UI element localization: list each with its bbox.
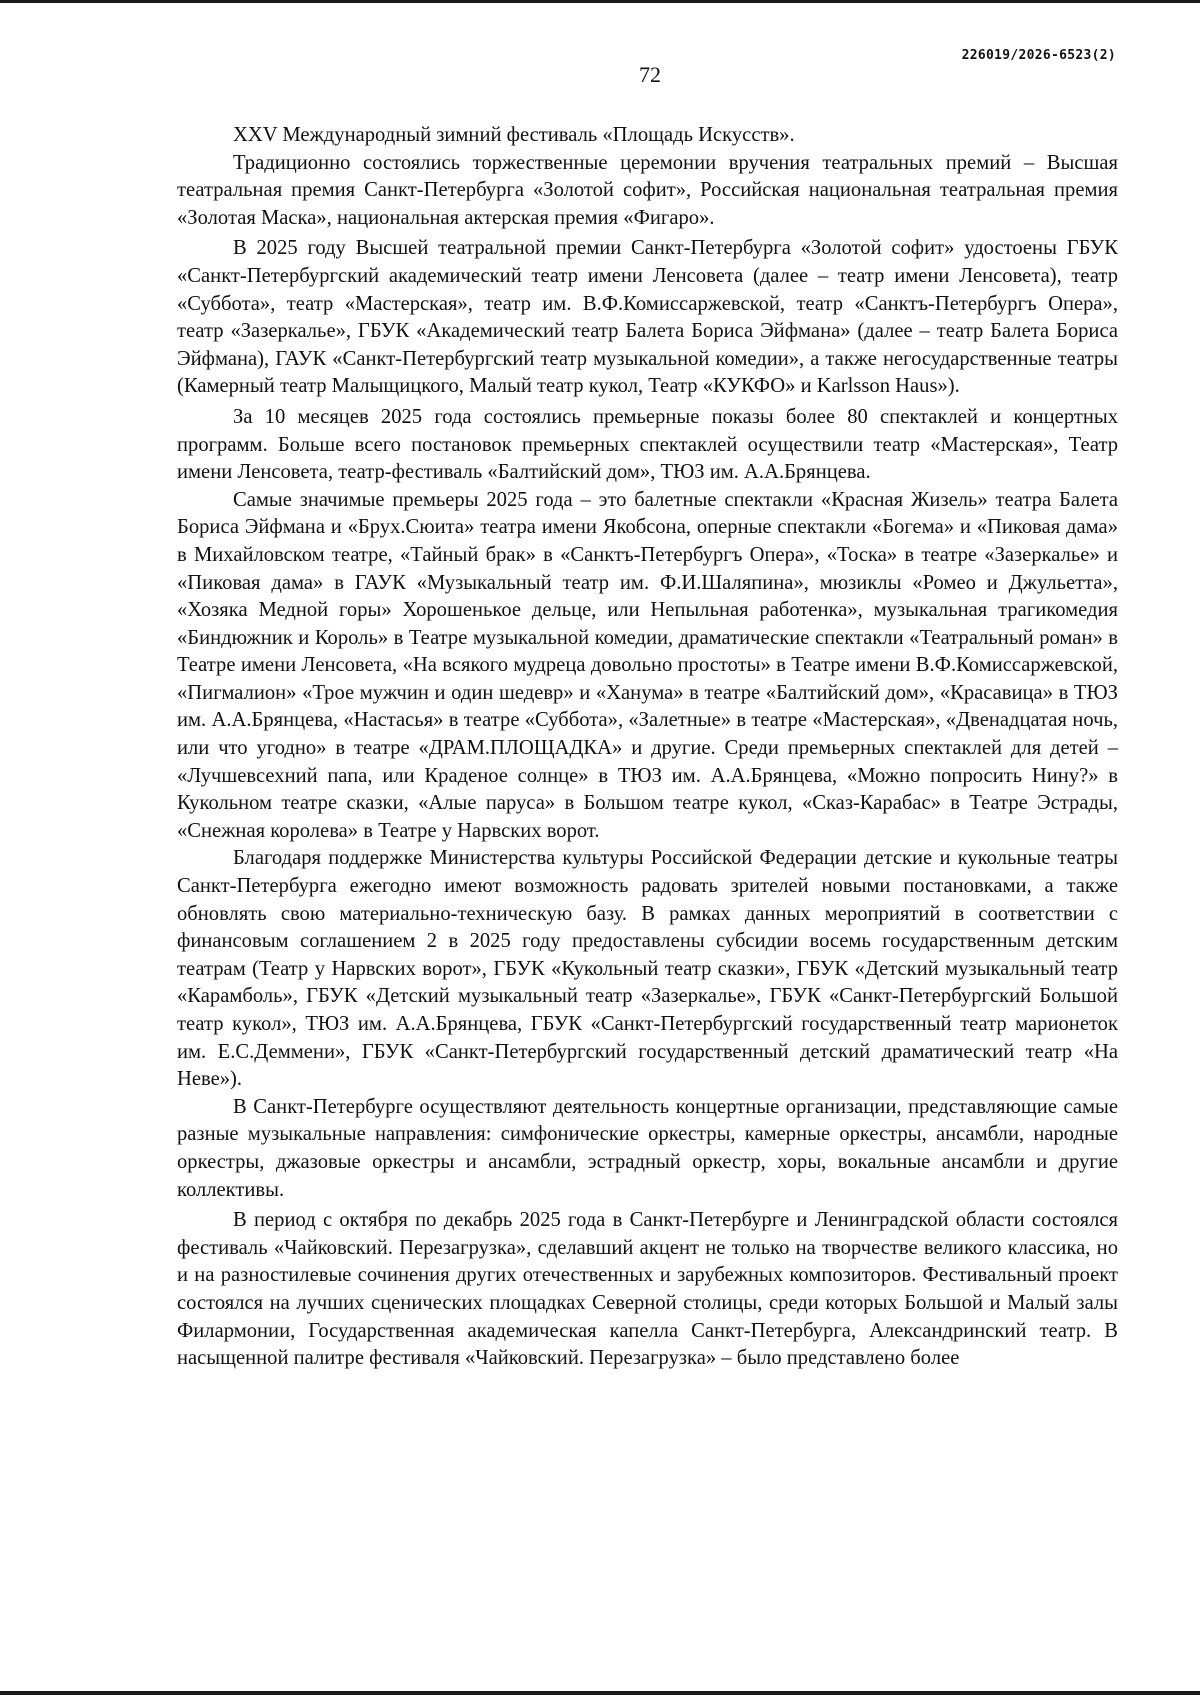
scan-edge-bottom — [0, 1691, 1200, 1695]
paragraph-tchaikovsky-festival: В период с октября по декабрь 2025 года в Санкт-Петербурге и Ленинградской области состоялся фестиваль «Чайковский. Перезагрузка», сделавший акцент не только на творчестве великого классика, но и на разностилевые сочинения других отечественных и зарубежных композиторов. Фестивальный проект состоялся на лучших сценических площадках Северной столицы, среди которых Большой и Малый залы Филармонии, Государственная академическая капелла Санкт-Петербурга, Александринский театр. В насыщенной палитре фестиваля «Чайковский. Перезагрузка» – было представлено более — [177, 1209, 1118, 1370]
paragraph-significant-premieres: Самые значимые премьеры 2025 года – это балетные спектакли «Красная Жизель» театра Балета Бориса Эйфмана и «Брух.Сюита» театра имени Якобсона, оперные спектакли «Богема» и «Пиковая дама» в Михайловском театре, «Тайный брак» в «Санктъ-Петербургъ Опера», «Тоска» в театре «Зазеркалье» и «Пиковая дама» в ГАУК «Музыкальный театр им. Ф.И.Шаляпина», мюзиклы «Ромео и Джульетта», «Хозяка Медной горы» Хорошенькое дельце, или Непыльная работенка», музыкальная трагикомедия «Биндюжник и Король» в Театре музыкальной комедии, драматические спектакли «Театральный роман» в Театре имени Ленсовета, «На всякого мудреца довольно простоты» в Театре имени В.Ф.Комиссаржевской, «Пигмалион» «Трое мужчин и один шедевр» и «Ханума» в театре «Балтийский дом», «Красавица» в ТЮЗ им. А.А.Брянцева, «Настасья» в театре «Суббота», «Залетные» в театре «Мастерская», «Двенадцатая ночь, или что угодно» в театре «ДРАМ.ПЛОЩАДКА» и другие. Среди премьерных спектаклей для детей – «Лучшевсехний папа, или Краденое солнце» в ТЮЗ им. А.А.Брянцева, «Можно попросить Нину?» в Кукольном театре сказки, «Алые паруса» в Большом театре кукол, «Сказ-Карабас» в Театре Эстрады, «Снежная королева» в Театре у Нарвских ворот. — [177, 488, 1118, 842]
document-body — [177, 122, 1118, 1373]
paragraph-festival: XXV Международный зимний фестиваль «Площадь Искусств». — [233, 124, 795, 146]
paragraph-premieres-count: За 10 месяцев 2025 года состоялись премьерные показы более 80 спектаклей и концертных программ. Больше всего постановок премьерных спектаклей осуществили театр «Мастерская», Театр имени Ленсовета, театр-фестиваль «Балтийский дом», ТЮЗ им. А.А.Брянцева. — [177, 405, 1118, 484]
scan-edge-top — [0, 0, 1200, 3]
paragraph-golden-sofit: В 2025 году Высшей театральной премии Санкт-Петербурга «Золотой софит» удостоены ГБУК «Санкт-Петербургский академический театр имени Ленсовета (далее – театр имени Ленсовета), театр «Суббота», театр «Мастерская», театр им. В.Ф.Комиссаржевской, театр «Санктъ-Петербургъ Опера», театр «Зазеркалье», ГБУК «Академический театр Балета Бориса Эйфмана» (далее – театр Балета Бориса Эйфмана), ГАУК «Санкт-Петербургский театр музыкальной комедии», а также негосударственные театры (Камерный театр Малыщицкого, Малый театр кукол, Театр «КУКФО» и Karlsson Haus»). — [177, 237, 1118, 398]
paragraph-ministry-support: Благодаря поддержке Министерства культуры Российской Федерации детские и кукольные театры Санкт-Петербурга ежегодно имеют возможность радовать зрителей новыми постановками, а также обновлять свою материально-техническую базу. В рамках данных мероприятий в соответствии с финансовым соглашением 2 в 2025 году предоставлены субсидии восемь государственным детским театрам (Театр у Нарвских ворот», ГБУК «Кукольный театр сказки», ГБУК «Детский музыкальный театр «Карамболь», ГБУК «Детский музыкальный театр «Зазеркалье», ГБУК «Санкт-Петербургский Большой театр кукол», ТЮЗ им. А.А.Брянцева, ГБУК «Санкт-Петербургский государственный театр марионеток им. Е.С.Деммени», ГБУК «Санкт-Петербургский государственный детский драматический театр «На Неве»). — [177, 847, 1118, 1091]
paragraph-concert-organizations: В Санкт-Петербурге осуществляют деятельность концертные организации, представляющие самые разные музыкальные направления: симфонические оркестры, камерные оркестры, ансамбли, народные оркестры, джазовые оркестры и ансамбли, эстрадный оркестр, хоры, вокальные ансамбли и другие коллективы. — [177, 1095, 1118, 1201]
document-number: 226019/2026-6523(2) — [961, 48, 1116, 63]
page-number: 72 — [639, 62, 661, 87]
paragraph-awards: Традиционно состоялись торжественные церемонии вручения театральных премий – Высшая театральная премия Санкт-Петербурга «Золотой софит», Российская национальная театральная премия «Золотая Маска», национальная актерская премия «Фигаро». — [177, 151, 1118, 229]
